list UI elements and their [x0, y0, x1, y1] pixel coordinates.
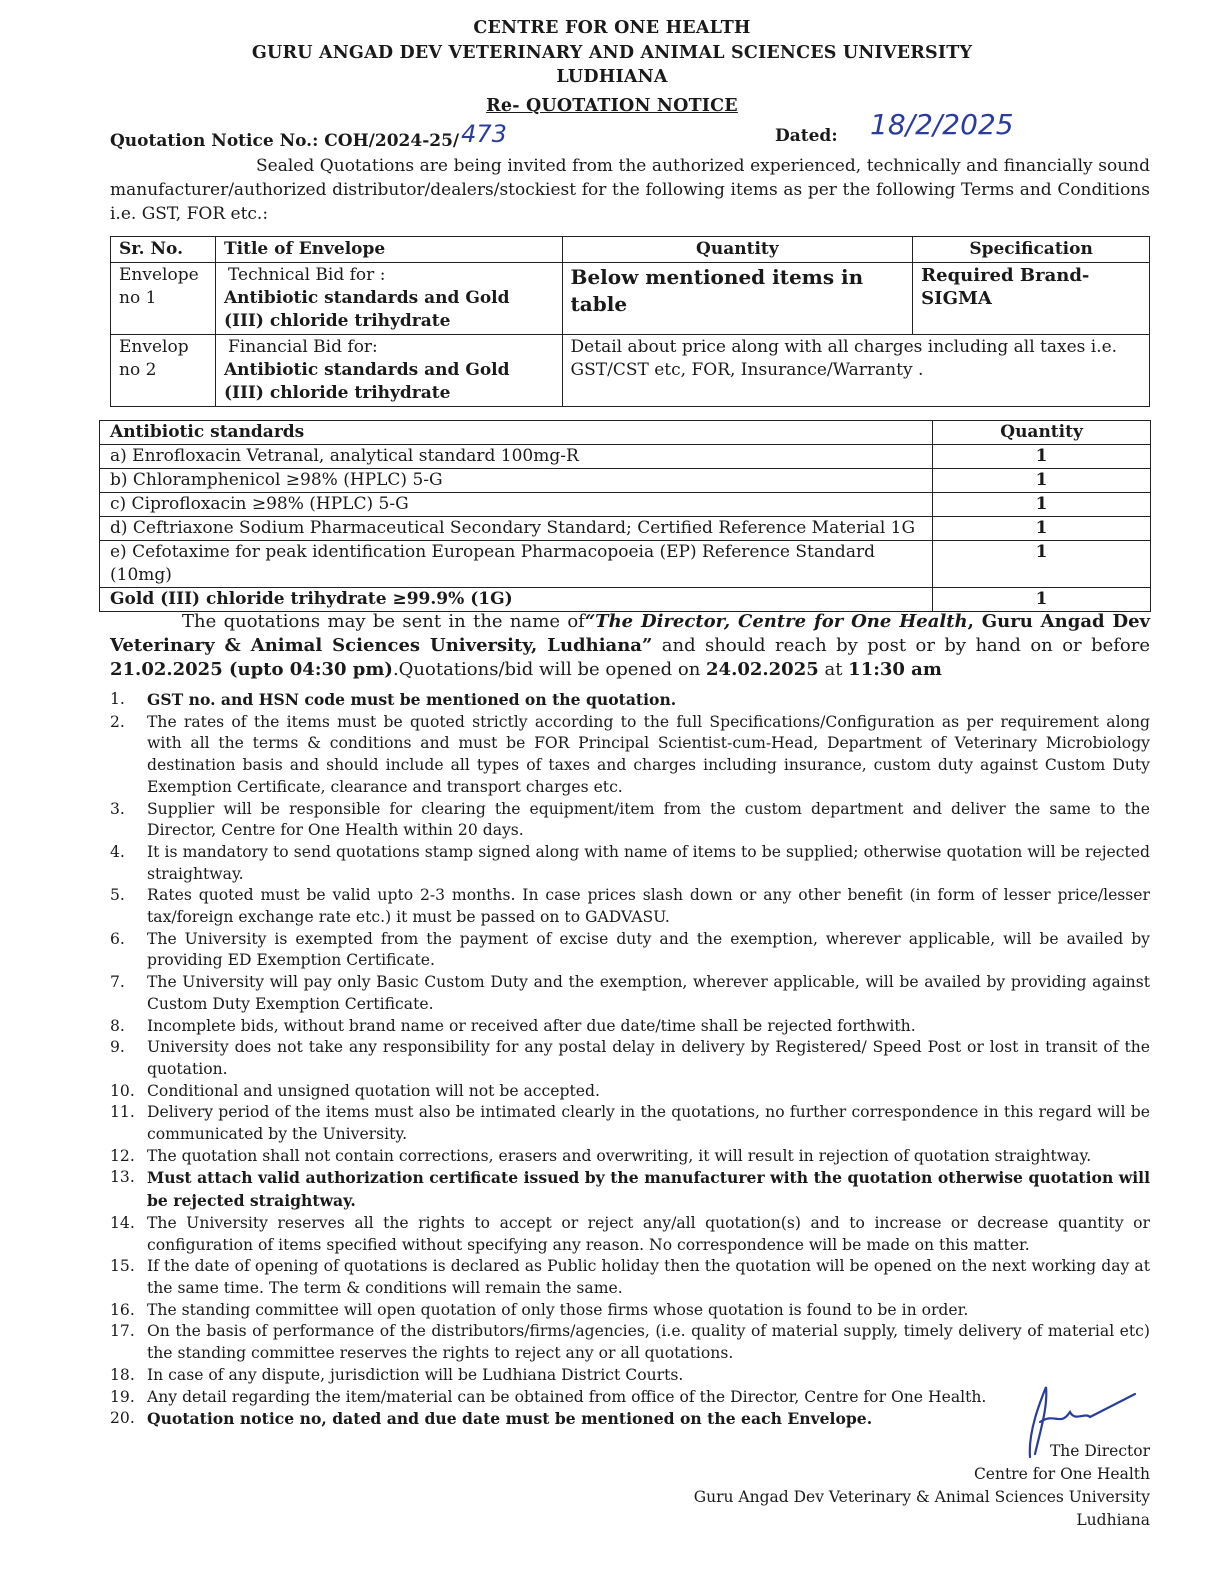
term-item: [110, 885, 1150, 928]
envelope-2-sr: Envelop no 2: [111, 335, 216, 407]
envelope-table: [110, 236, 1150, 407]
signatory-title: The Director: [1049, 1442, 1150, 1460]
city-name: LUDHIANA: [556, 67, 668, 87]
university-name: GURU ANGAD DEV VETERINARY AND ANIMAL SCIENCES UNIVERSITY: [251, 43, 973, 63]
items-header-quantity: Quantity: [933, 421, 1151, 445]
notice-title: Re- QUOTATION NOTICE: [486, 96, 738, 116]
item-name: e) Cefotaxime for peak identification European Pharmacopoeia (EP) Reference Standard (10mg): [100, 541, 933, 588]
gold-row: [100, 588, 1151, 612]
technical-bid-label: Technical Bid for :: [227, 265, 386, 285]
item-quantity: 1: [933, 517, 1151, 541]
term-item: [110, 689, 1150, 712]
term-item: [110, 1365, 1150, 1387]
term-number: 14.: [110, 1213, 135, 1232]
item-row: [100, 541, 1151, 588]
envelope-row-2: [111, 335, 1150, 407]
terms-list: [110, 689, 1150, 1431]
term-text: Delivery period of the items must also be intimated clearly in the quotations, no further correspondence in this regard will be communicated by the University.: [147, 1103, 1150, 1144]
term-text: The quotation shall not contain corrections, erasers and overwriting, it will result in rejection of quotation straightway.: [147, 1146, 1092, 1165]
financial-bid-label: Financial Bid for:: [227, 337, 378, 357]
term-item: [110, 1016, 1150, 1038]
term-number: 2.: [110, 712, 125, 731]
term-item: [110, 1167, 1150, 1212]
term-number: 9.: [110, 1038, 125, 1057]
col-quantity: Quantity: [562, 237, 913, 263]
opening-date: 24.02.2025: [706, 659, 819, 680]
envelope-row-1: [111, 263, 1150, 335]
items-header-label: Antibiotic standards: [100, 421, 933, 445]
item-quantity: 1: [933, 445, 1151, 469]
term-text: University does not take any responsibility for any postal delay in delivery by Registered/ Speed Post or lost in transit of the quotation.: [147, 1038, 1150, 1078]
term-text: It is mandatory to send quotations stamp signed along with name of items to be supplied; otherwise quotation will be rejected straightway.: [147, 842, 1150, 883]
item-row: [100, 469, 1151, 493]
technical-bid-items: Antibiotic standards and Gold (III) chloride trihydrate: [223, 288, 510, 331]
envelope-2-details: Detail about price along with all charges including all taxes i.e. GST/CST etc, FOR, Insurance/Warranty .: [562, 335, 1149, 407]
envelope-2-title: [215, 335, 562, 407]
term-number: 4.: [110, 842, 125, 861]
term-item: [110, 1321, 1150, 1364]
col-sr-no: Sr. No.: [111, 237, 216, 263]
term-text: Rates quoted must be valid upto 2-3 months. In case prices slash down or any other benefit (in form of lesser price/lesser tax/foreign exchange rate etc.) it must be passed on to GADVASU.: [147, 886, 1150, 927]
item-quantity: 1: [933, 469, 1151, 493]
reference-line: [110, 108, 1150, 152]
term-item: [110, 842, 1150, 885]
term-text: The rates of the items must be quoted strictly according to the full Specifications/Configuration as per requirement along with all the terms & conditions and must be FOR Principal Scientist-cum-Head, Department of Veterinary Microbiology destination basis and should include all types of taxes and charges including insurance, custom duty against Custom Duty Exemption Certificate, clearance and transport charges etc.: [147, 712, 1150, 796]
term-text: The University reserves all the rights to accept or reject any/all quotation(s) and to increase or decrease quantity or configuration of items specified without specifying any reason. No correspondence will be made on this matter.: [147, 1213, 1150, 1254]
item-name: b) Chloramphenicol ≥98% (HPLC) 5-G: [100, 469, 933, 493]
term-text: On the basis of performance of the distributors/firms/agencies, (i.e. quality of material supply, timely delivery of material etc) the standing committee reserves the rights to reject any or all quotations.: [147, 1322, 1150, 1363]
term-number: 13.: [110, 1168, 135, 1187]
handwritten-date: 18/2/2025: [870, 108, 1014, 141]
items-table-header: [100, 421, 1151, 445]
term-number: 20.: [110, 1409, 135, 1428]
submission-text-1: The quotations may be sent in the name of: [182, 611, 585, 632]
term-item: [110, 1146, 1150, 1168]
org-name: CENTRE FOR ONE HEALTH: [473, 18, 751, 38]
term-item: [110, 1102, 1150, 1145]
notice-number-label: Quotation Notice No.: COH/2024-25/: [110, 131, 460, 151]
term-text: Must attach valid authorization certificate issued by the manufacturer with the quotation otherwise quotation will be rejected straightway.: [147, 1168, 1150, 1211]
envelope-1-quantity: Below mentioned items in table: [562, 263, 913, 335]
col-title: Title of Envelope: [215, 237, 562, 263]
term-item: [110, 1081, 1150, 1103]
term-text: Supplier will be responsible for clearing the equipment/item from the custom department and deliver the same to the Director, Centre for One Health within 20 days.: [147, 799, 1150, 840]
item-row: [100, 517, 1151, 541]
item-quantity: 1: [933, 493, 1151, 517]
term-number: 15.: [110, 1257, 135, 1276]
term-item: [110, 1408, 1150, 1431]
term-text: Quotation notice no, dated and due date must be mentioned on the each Envelope.: [147, 1409, 873, 1429]
item-name: a) Enrofloxacin Vetranal, analytical standard 100mg-R: [100, 445, 933, 469]
intro-text: Sealed Quotations are being invited from the authorized experienced, technically and financially sound manufacturer/authorized distributor/dealers/stockiest for the following items as per the following Terms and Conditions i.e. GST, FOR etc.:: [110, 156, 1150, 224]
term-text: The standing committee will open quotation of only those firms whose quotation is found to be in order.: [147, 1300, 969, 1319]
term-text: The University will pay only Basic Custom Duty and the exemption, wherever applicable, will be availed by providing against Custom Duty Exemption Certificate.: [147, 973, 1150, 1013]
term-text: GST no. and HSN code must be mentioned on the quotation.: [147, 690, 677, 709]
term-item: [110, 799, 1150, 842]
item-name: c) Ciprofloxacin ≥98% (HPLC) 5-G: [100, 493, 933, 517]
term-number: 10.: [110, 1081, 135, 1100]
opening-time: 11:30 am: [848, 659, 942, 680]
submission-text-4: at: [818, 659, 849, 680]
term-item: [110, 1300, 1150, 1322]
submission-paragraph: [110, 610, 1150, 682]
signatory-city: Ludhiana: [1076, 1511, 1150, 1529]
col-specification: Specification: [913, 237, 1150, 263]
term-number: 8.: [110, 1016, 125, 1035]
term-number: 3.: [110, 799, 125, 818]
term-text: If the date of opening of quotations is declared as Public holiday then the quotation will be opened on the next working day at the same time. The term & conditions will remain the same.: [147, 1257, 1150, 1297]
envelope-1-specification: Required Brand- SIGMA: [913, 263, 1150, 335]
dated-label: Dated:: [775, 126, 838, 146]
item-name: d) Ceftriaxone Sodium Pharmaceutical Secondary Standard; Certified Reference Material 1G: [100, 517, 933, 541]
term-number: 19.: [110, 1387, 135, 1406]
gold-item-quantity: 1: [933, 588, 1151, 612]
term-item: [110, 972, 1150, 1015]
term-number: 11.: [110, 1103, 135, 1122]
intro-paragraph: [110, 154, 1150, 226]
submission-text-3: .Quotations/bid will be opened on: [392, 659, 707, 680]
handwritten-notice-number: 473: [461, 120, 507, 148]
items-table: [99, 420, 1151, 612]
term-text: Conditional and unsigned quotation will not be accepted.: [147, 1081, 600, 1100]
term-item: [110, 1256, 1150, 1299]
term-number: 18.: [110, 1365, 135, 1384]
envelope-1-title: [215, 263, 562, 335]
item-quantity: 1: [933, 541, 1151, 588]
addressee-name: “The Director, Centre for One Health: [584, 611, 968, 632]
due-date: 21.02.2025 (upto 04:30 pm): [110, 659, 393, 680]
term-number: 16.: [110, 1300, 135, 1319]
term-number: 12.: [110, 1146, 135, 1165]
term-number: 7.: [110, 973, 125, 992]
submission-text-2: and should reach by post or by hand on or before: [652, 635, 1150, 656]
term-number: 17.: [110, 1322, 135, 1341]
signature-block: [694, 1440, 1150, 1532]
term-number: 5.: [110, 886, 125, 905]
gold-item-name: Gold (III) chloride trihydrate ≥99.9% (1G): [100, 588, 933, 612]
term-text: In case of any dispute, jurisdiction will be Ludhiana District Courts.: [147, 1365, 684, 1384]
term-item: [110, 1213, 1150, 1256]
item-row: [100, 445, 1151, 469]
signatory-university: Guru Angad Dev Veterinary & Animal Sciences University: [693, 1488, 1150, 1506]
term-item: [110, 1037, 1150, 1080]
signatory-centre: Centre for One Health: [973, 1465, 1150, 1483]
financial-bid-items: Antibiotic standards and Gold (III) chloride trihydrate: [223, 360, 510, 403]
term-item: [110, 712, 1150, 799]
term-text: The University is exempted from the payment of excise duty and the exemption, wherever applicable, will be availed by providing ED Exemption Certificate.: [147, 929, 1150, 970]
term-number: 6.: [110, 929, 125, 948]
item-row: [100, 493, 1151, 517]
envelope-1-sr: Envelope no 1: [111, 263, 216, 335]
term-number: 1.: [110, 690, 125, 708]
term-text: Incomplete bids, without brand name or received after due date/time shall be rejected forthwith.: [147, 1016, 916, 1035]
addressee-rest: , Guru Angad Dev Veterinary & Animal Sciences University, Ludhiana”: [110, 611, 1150, 656]
term-item: [110, 929, 1150, 972]
term-text: Any detail regarding the item/material can be obtained from office of the Director, Centre for One Health.: [147, 1387, 987, 1406]
term-item: [110, 1387, 1150, 1409]
envelope-table-header: [111, 237, 1150, 263]
